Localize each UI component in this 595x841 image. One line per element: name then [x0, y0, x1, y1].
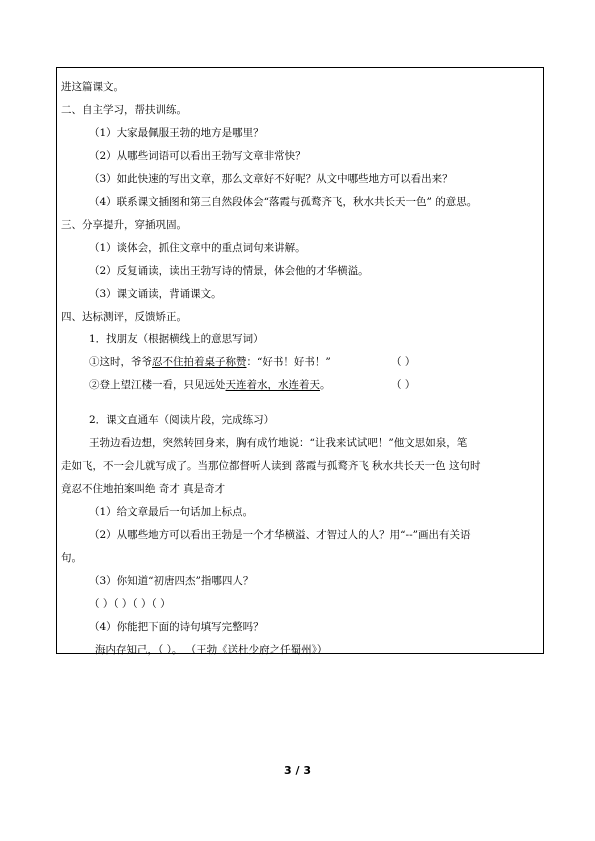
- content-frame: [56, 67, 544, 654]
- passage-line: 竟忍不住地拍案叫绝 奇才 真是奇才: [61, 483, 226, 495]
- exercise-line: （2）从哪些地方可以看出王勃是一个才华横溢、才智过人的人？用“--”画出有关语: [89, 529, 471, 541]
- question-line: （2）从哪些词语可以看出王勃写文章非常快？: [89, 150, 306, 162]
- exercise-title: 1．找朋友（根据横线上的意思写词）: [89, 333, 264, 345]
- question-line: （3）如此快速的写出文章，那么文章好不好呢？从文中哪些地方可以看出来？: [89, 173, 453, 185]
- item-text: 。: [320, 379, 331, 391]
- exercise-line: （4）你能把下面的诗句填写完整吗？: [89, 621, 264, 633]
- passage-line: 王勃边看边想，突然转回身来，胸有成竹地说：“让我来试试吧！”他文思如泉，笔: [89, 437, 468, 449]
- item-text: ：“好书！好书！”: [246, 356, 331, 368]
- exercise-item-2: [89, 378, 416, 392]
- passage-line: 走如飞，不一会儿就写成了。当那位都督听人读到 落霞与孤鹜齐飞 秋水共长天一色 这句时: [61, 460, 481, 472]
- question-line: （4）联系课文插图和第三自然段体会“落霞与孤鹜齐飞，秋水共长天一色” 的意思。: [89, 196, 478, 208]
- underlined-phrase: 天连着水，水连着天: [225, 379, 320, 391]
- section-heading: 二、自主学习，帮扶训练。: [61, 104, 187, 116]
- text-line: 进这篇课文。: [61, 81, 124, 93]
- exercise-line: 句。: [61, 552, 82, 564]
- exercise-line: （3）你知道“初唐四杰”指哪四人？: [89, 575, 254, 587]
- answer-blank[interactable]: （ ）: [391, 379, 416, 391]
- question-line: （3）课文诵读，背诵课文。: [89, 288, 222, 300]
- poem-fill-line[interactable]: 海内存知己，（ ）。 （王勃《送杜少府之任蜀州》）: [95, 644, 328, 656]
- question-line: （1）大家最佩服王勃的地方是哪里？: [89, 127, 264, 139]
- item-text: ①这时，爷爷: [89, 356, 152, 368]
- answer-blank[interactable]: （ ）: [391, 356, 416, 368]
- exercise-line: （1）给文章最后一句话加上标点。: [89, 506, 254, 518]
- section-heading: 四、达标测评，反馈矫正。: [61, 311, 187, 323]
- question-line: （1）谈体会，抓住文章中的重点词句来讲解。: [89, 242, 306, 254]
- answer-blanks[interactable]: （ ）（ ）（ ）（ ）: [89, 598, 171, 610]
- exercise-item-1: [89, 355, 416, 369]
- page-number: 3 / 3: [284, 764, 311, 777]
- section-heading: 三、分享提升，穿插巩固。: [61, 219, 187, 231]
- exercise-title: 2．课文直通车（阅读片段，完成练习）: [89, 414, 275, 426]
- question-line: （2）反复诵读，读出王勃写诗的情景，体会他的才华横溢。: [89, 265, 369, 277]
- underlined-phrase: 忍不住拍着桌子称赞: [152, 356, 247, 368]
- item-text: ②登上望江楼一看，只见远处: [89, 379, 226, 391]
